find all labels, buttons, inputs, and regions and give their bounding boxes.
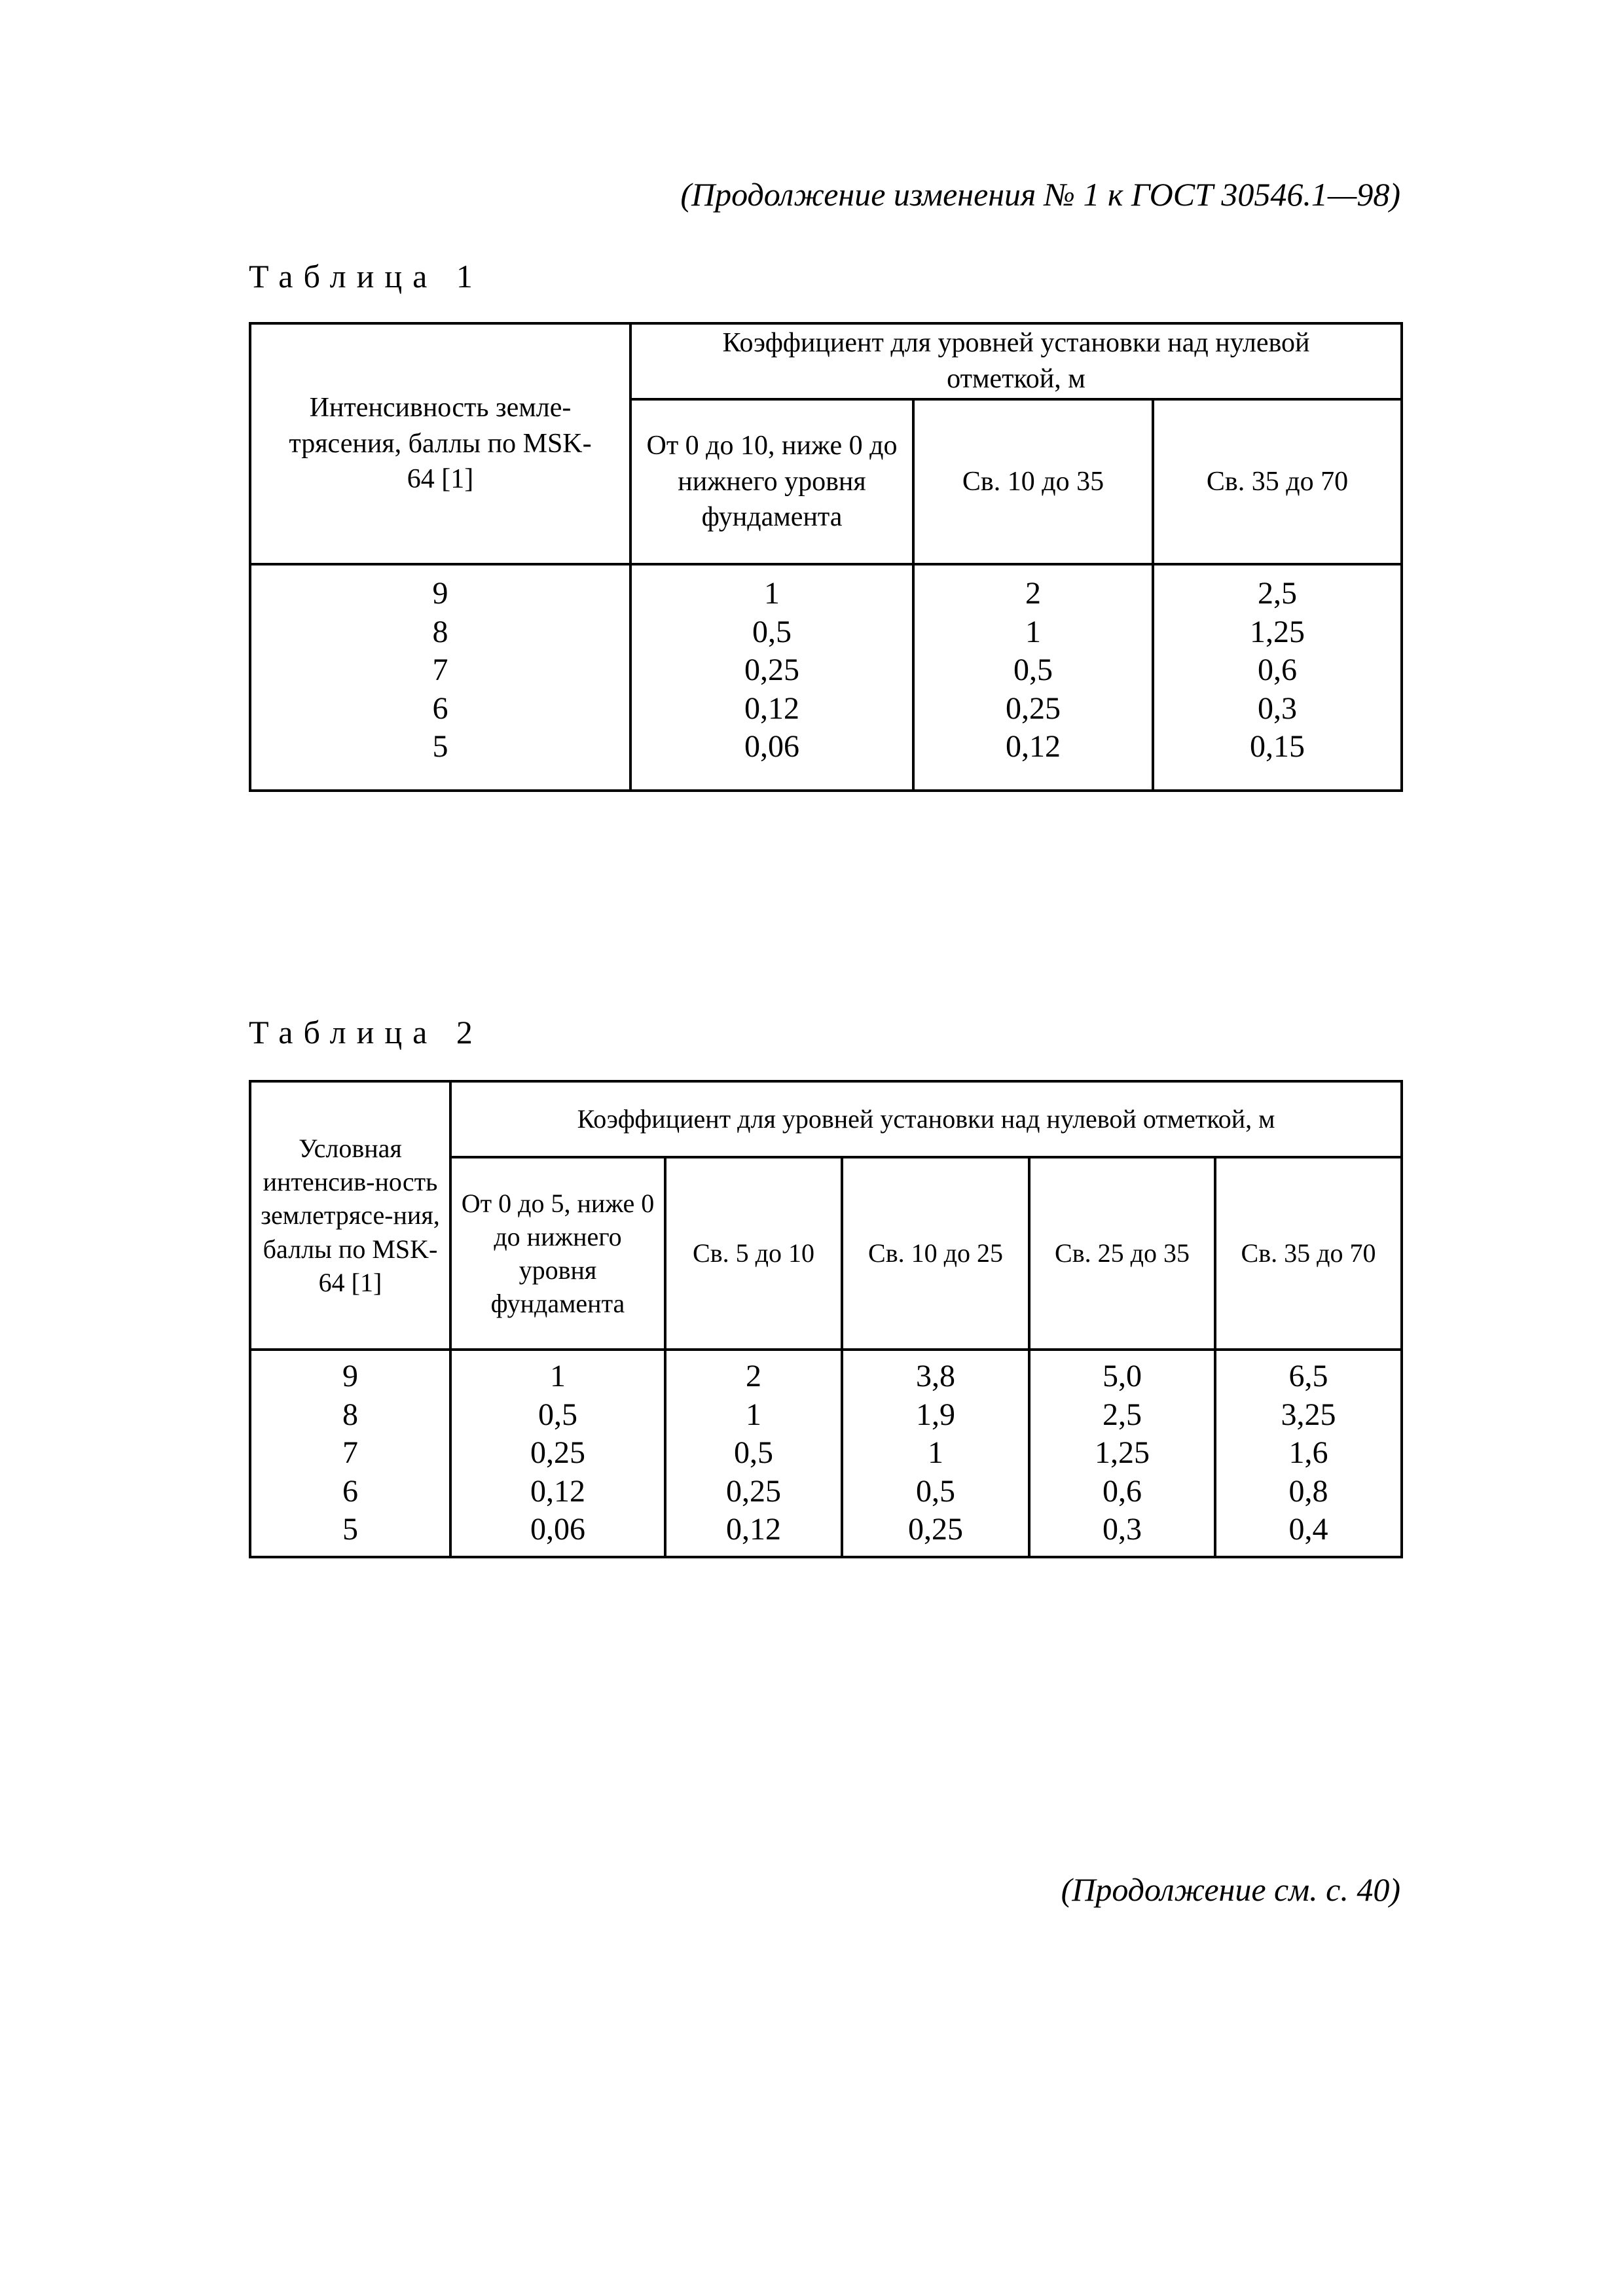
table-1-cell: 6 xyxy=(432,691,448,726)
table-2-caption: Таблица 2 xyxy=(249,1014,483,1050)
table-2-cell: 0,5 xyxy=(734,1435,773,1471)
table-2-cell: 0,25 xyxy=(726,1473,781,1509)
table-2-cell: 1,6 xyxy=(1288,1435,1328,1471)
table-2-cell: 0,5 xyxy=(538,1397,577,1432)
table-2-cell: 1 xyxy=(928,1435,943,1471)
table-2-cell: 1,9 xyxy=(916,1397,955,1432)
table-1-intensity-column xyxy=(250,564,630,791)
table-1-value-column xyxy=(1153,564,1402,791)
table-1-column-header: От 0 до 10, ниже 0 до нижнего уровня фундамента xyxy=(630,399,913,564)
table-2-value-column xyxy=(1215,1350,1402,1557)
table-1 xyxy=(249,322,1403,792)
table-1-cell: 0,3 xyxy=(1258,691,1298,726)
table-2-cell: 0,25 xyxy=(908,1512,963,1547)
table-2-cell: 0,25 xyxy=(530,1435,585,1471)
table-1-cell: 9 xyxy=(432,576,448,611)
table-1-column-header: Св. 35 до 70 xyxy=(1153,399,1402,564)
table-1-value-column xyxy=(630,564,913,791)
table-2-cell: 5 xyxy=(342,1512,358,1547)
table-2-column-header: Св. 5 до 10 xyxy=(665,1157,842,1350)
table-2-cell: 0,6 xyxy=(1103,1473,1142,1509)
table-1-cell: 0,5 xyxy=(752,614,792,649)
table-1-cell: 0,6 xyxy=(1258,653,1298,688)
table-2-value-column xyxy=(665,1350,842,1557)
table-2-value-column xyxy=(1029,1350,1215,1557)
table-2-cell: 0,5 xyxy=(916,1473,955,1509)
table-2-cell: 1,25 xyxy=(1095,1435,1150,1471)
table-2-cell: 0,12 xyxy=(726,1512,781,1547)
table-1-cell: 1 xyxy=(764,576,780,611)
table-2-cell: 3,25 xyxy=(1281,1397,1336,1432)
table-2-value-column xyxy=(450,1350,665,1557)
continuation-header: (Продолжение изменения № 1 к ГОСТ 30546.1—98) xyxy=(680,176,1400,213)
table-2-value-column xyxy=(842,1350,1029,1557)
table-2-group-header: Коэффициент для уровней установки над нулевой отметкой, м xyxy=(450,1081,1402,1157)
table-1-cell: 0,12 xyxy=(744,691,799,726)
table-2-cell: 2,5 xyxy=(1103,1397,1142,1432)
table-2-column-header: Св. 10 до 25 xyxy=(842,1157,1029,1350)
table-2-column-header: Св. 25 до 35 xyxy=(1029,1157,1215,1350)
table-2-cell: 2 xyxy=(746,1359,761,1393)
table-2-cell: 0,06 xyxy=(530,1512,585,1547)
table-2-cell: 7 xyxy=(342,1435,358,1471)
table-1-cell: 0,5 xyxy=(1013,653,1053,688)
table-2-intensity-column xyxy=(250,1350,450,1557)
table-1-cell: 0,06 xyxy=(744,729,799,764)
table-1-value-column xyxy=(913,564,1153,791)
table-2-cell: 0,8 xyxy=(1288,1473,1328,1509)
table-1-cell: 1,25 xyxy=(1250,614,1305,649)
table-1-cell: 5 xyxy=(432,729,448,764)
continuation-footer: (Продолжение см. с. 40) xyxy=(1061,1871,1400,1908)
table-1-group-header: Коэффициент для уровней установки над нулевой отметкой, м xyxy=(630,323,1402,399)
table-2-cell: 3,8 xyxy=(916,1359,955,1393)
table-1-row-header: Интенсивность земле-трясения, баллы по MSK-64 [1] xyxy=(250,323,630,564)
table-1-cell: 0,25 xyxy=(744,653,799,688)
table-2-cell: 0,4 xyxy=(1288,1512,1328,1547)
table-2-column-header: От 0 до 5, ниже 0 до нижнего уровня фундамента xyxy=(450,1157,665,1350)
table-1-column-header: Св. 10 до 35 xyxy=(913,399,1153,564)
table-2-cell: 9 xyxy=(342,1359,358,1393)
table-2-cell: 6 xyxy=(342,1473,358,1509)
table-1-cell: 2,5 xyxy=(1258,576,1298,611)
table-2-cell: 8 xyxy=(342,1397,358,1432)
table-1-caption: Таблица 1 xyxy=(249,258,483,295)
table-2-cell: 6,5 xyxy=(1288,1359,1328,1393)
table-1-cell: 0,25 xyxy=(1006,691,1061,726)
table-2 xyxy=(249,1080,1403,1558)
table-1-cell: 1 xyxy=(1025,614,1041,649)
table-1-cell: 7 xyxy=(432,653,448,688)
table-2-cell: 1 xyxy=(746,1397,761,1432)
table-2-cell: 0,12 xyxy=(530,1473,585,1509)
table-1-cell: 0,12 xyxy=(1006,729,1061,764)
table-2-column-header: Св. 35 до 70 xyxy=(1215,1157,1402,1350)
table-1-cell: 2 xyxy=(1025,576,1041,611)
table-1-cell: 8 xyxy=(432,614,448,649)
table-1-cell: 0,15 xyxy=(1250,729,1305,764)
table-2-cell: 1 xyxy=(550,1359,566,1393)
table-2-cell: 0,3 xyxy=(1103,1512,1142,1547)
table-2-cell: 5,0 xyxy=(1103,1359,1142,1393)
table-2-row-header: Условная интенсив-ность землетрясе-ния, баллы по MSK-64 [1] xyxy=(250,1081,450,1350)
